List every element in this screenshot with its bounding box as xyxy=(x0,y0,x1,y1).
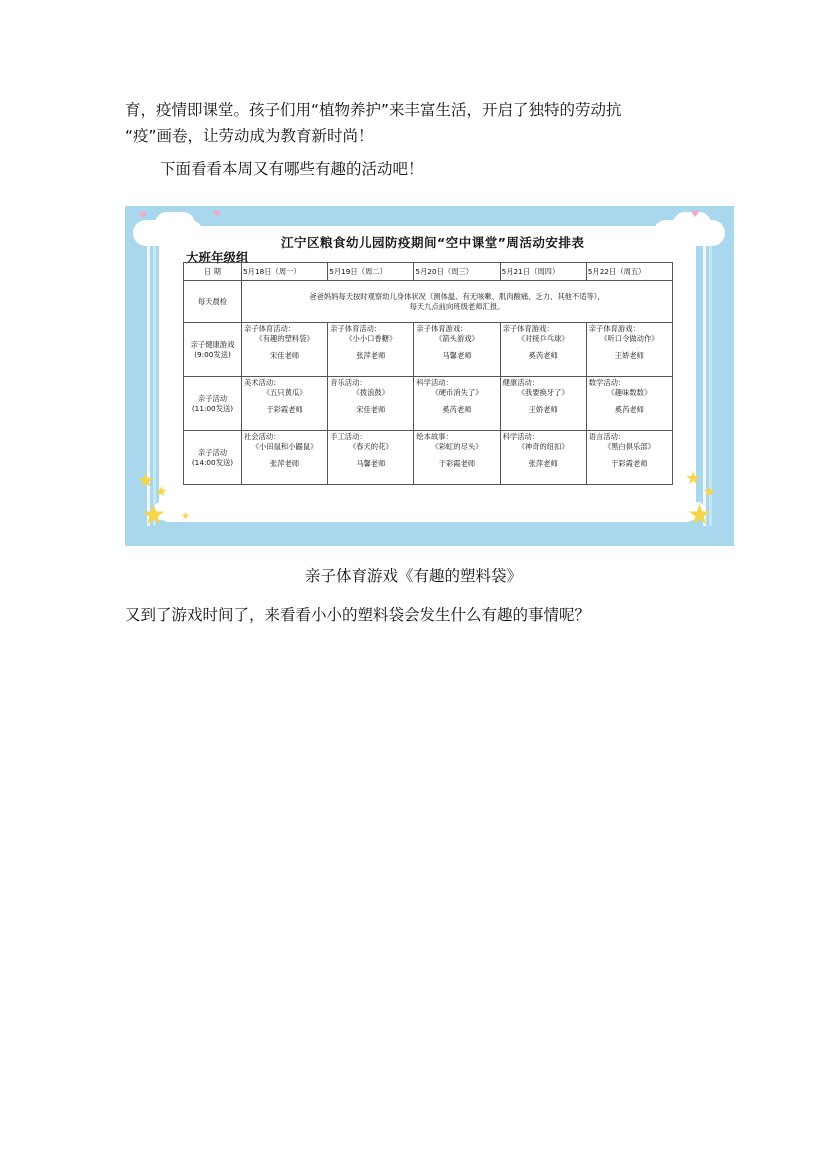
figure-caption: 亲子体育游戏《有趣的塑料袋》 xyxy=(304,567,522,585)
activity-type: 科学活动： xyxy=(416,378,453,387)
row-label xyxy=(184,377,242,431)
star-icon: ★ xyxy=(181,511,190,522)
date-header: 日 期 xyxy=(184,263,242,281)
activity-teacher: 于彩霞老师 xyxy=(611,459,648,468)
activity-teacher: 马馨老师 xyxy=(356,459,386,468)
day-header: 5月18日（周一） xyxy=(242,263,328,281)
activity-type: 手工活动： xyxy=(330,432,367,441)
activity-type: 绘本故事： xyxy=(416,432,453,441)
activity-cell xyxy=(586,323,672,377)
cloud-icon xyxy=(155,212,195,236)
activity-cell xyxy=(414,323,500,377)
row-label-line-2: (9:00发送) xyxy=(194,349,231,359)
activity-title: 《箭头游戏》 xyxy=(435,334,479,343)
activity-cell xyxy=(586,377,672,431)
row-label: 每天晨检 xyxy=(184,281,242,323)
activity-teacher: 张萍老师 xyxy=(270,459,300,468)
activity-title: 《黑白俱乐部》 xyxy=(603,442,655,451)
activity-type: 社会活动： xyxy=(244,432,281,441)
activity-title: 《我要换牙了》 xyxy=(517,388,569,397)
activity-title: 《小小口香糖》 xyxy=(345,334,397,343)
schedule-image xyxy=(125,206,734,546)
day-header: 5月19日（周二） xyxy=(328,263,414,281)
table-row xyxy=(184,281,673,323)
activity-type: 语言活动： xyxy=(588,432,626,441)
star-icon: ★ xyxy=(141,498,167,531)
activity-cell xyxy=(414,377,500,431)
activity-type: 亲子体育游戏： xyxy=(588,324,640,333)
star-icon: ★ xyxy=(703,484,716,500)
activity-type: 亲子体育活动： xyxy=(330,324,382,333)
star-icon: ★ xyxy=(137,468,155,492)
activity-cell xyxy=(328,431,414,485)
activity-type: 亲子体育游戏： xyxy=(502,324,554,333)
row-label xyxy=(184,431,242,485)
day-header: 5月21日（周四） xyxy=(500,263,586,281)
row-label-line-1: 亲子活动 xyxy=(197,447,228,457)
activity-teacher: 宋佳老师 xyxy=(270,351,300,360)
activity-teacher: 张萍老师 xyxy=(356,351,386,360)
star-icon: ★ xyxy=(687,498,713,531)
intro-line-3: 下面看看本周又有哪些有趣的活动吧！ xyxy=(160,160,424,178)
activity-title: 《五只黄瓜》 xyxy=(262,388,307,397)
activity-title: 《春天的花》 xyxy=(348,442,393,451)
row-label xyxy=(184,323,242,377)
activity-type: 亲子体育活动： xyxy=(244,324,296,333)
activity-teacher: 奚芮老师 xyxy=(442,405,472,414)
day-header: 5月20日（周三） xyxy=(414,263,500,281)
activity-cell xyxy=(414,431,500,485)
schedule-group: 大班年级组 xyxy=(186,250,249,265)
intro-paragraph xyxy=(125,97,622,149)
activity-cell xyxy=(500,431,586,485)
activity-title: 《对接乒乓球》 xyxy=(517,334,569,343)
activity-type: 数学活动： xyxy=(588,378,626,387)
activity-cell xyxy=(500,377,586,431)
activity-title: 《有趣的塑料袋》 xyxy=(255,334,314,343)
schedule-title: 江宁区粮食幼儿园防疫期间“空中课堂”周活动安排表 xyxy=(281,235,585,250)
row-label-line-1: 亲子活动 xyxy=(197,393,228,403)
morning-check-text xyxy=(242,281,673,323)
activity-cell xyxy=(242,377,328,431)
activity-teacher: 宋佳老师 xyxy=(356,405,386,414)
activity-type: 亲子体育游戏： xyxy=(416,324,468,333)
star-icon: ★ xyxy=(685,468,702,489)
table-header-row xyxy=(184,263,673,281)
morning-check-line-2: 每天九点前向班级老师汇报。 xyxy=(409,301,505,311)
activity-cell xyxy=(500,323,586,377)
row-label-line-2: (14:00发送) xyxy=(191,457,234,467)
table-row xyxy=(184,323,673,377)
morning-check-line-1: 爸爸妈妈每天按时观察幼儿身体状况（测体温、有无咳嗽、肌肉酸痛、乏力、其他不适等）， xyxy=(309,291,605,301)
table-row xyxy=(184,431,673,485)
activity-cell xyxy=(242,323,328,377)
activity-title: 《听口令做动作》 xyxy=(600,334,659,343)
table-row xyxy=(184,377,673,431)
schedule-table xyxy=(183,262,673,485)
activity-type: 美术活动： xyxy=(244,378,281,387)
activity-teacher: 王娇老师 xyxy=(614,351,644,360)
activity-teacher: 奚芮老师 xyxy=(614,405,644,414)
day-header: 5月22日（周五） xyxy=(586,263,672,281)
decor-stripe xyxy=(703,236,706,526)
activity-title: 《硬币消失了》 xyxy=(431,388,483,397)
activity-title: 《趣味数数》 xyxy=(607,388,652,397)
heart-icon: ♥ xyxy=(691,210,700,220)
activity-title: 《拨浪鼓》 xyxy=(352,388,390,397)
activity-title: 《小田鼠和小鼹鼠》 xyxy=(251,442,318,451)
closing-paragraph: 又到了游戏时间了，来看看小小的塑料袋会发生什么有趣的事情呢？ xyxy=(125,606,591,624)
activity-type: 科学活动： xyxy=(502,432,540,441)
activity-type: 健康活动： xyxy=(502,378,540,387)
intro-line-2: “疫”画卷，让劳动成为教育新时尚！ xyxy=(125,127,374,145)
activity-cell xyxy=(586,431,672,485)
activity-title: 《彩虹的尽头》 xyxy=(431,442,483,451)
row-label-line-2: (11:00发送) xyxy=(191,403,234,413)
activity-teacher: 马馨老师 xyxy=(442,351,472,360)
intro-line-1: 育，疫情即课堂。孩子们用“植物养护”来丰富生活，开启了独特的劳动抗 xyxy=(125,101,622,119)
activity-teacher: 张萍老师 xyxy=(528,459,558,468)
activity-cell xyxy=(328,377,414,431)
activity-teacher: 王娇老师 xyxy=(528,405,558,414)
heart-icon: ♥ xyxy=(139,211,148,221)
decor-band xyxy=(153,502,705,520)
heart-icon: ♥ xyxy=(213,210,222,220)
activity-title: 《神奇的纽扣》 xyxy=(517,442,569,451)
decor-stripe xyxy=(709,236,712,526)
row-label-line-1: 亲子健康游戏 xyxy=(190,339,235,349)
activity-teacher: 于彩霞老师 xyxy=(266,405,303,414)
activity-type: 音乐活动： xyxy=(330,378,367,387)
activity-teacher: 于彩霞老师 xyxy=(438,459,476,468)
activity-cell xyxy=(328,323,414,377)
star-icon: ★ xyxy=(155,484,168,500)
activity-teacher: 奚芮老师 xyxy=(528,351,558,360)
activity-cell xyxy=(242,431,328,485)
